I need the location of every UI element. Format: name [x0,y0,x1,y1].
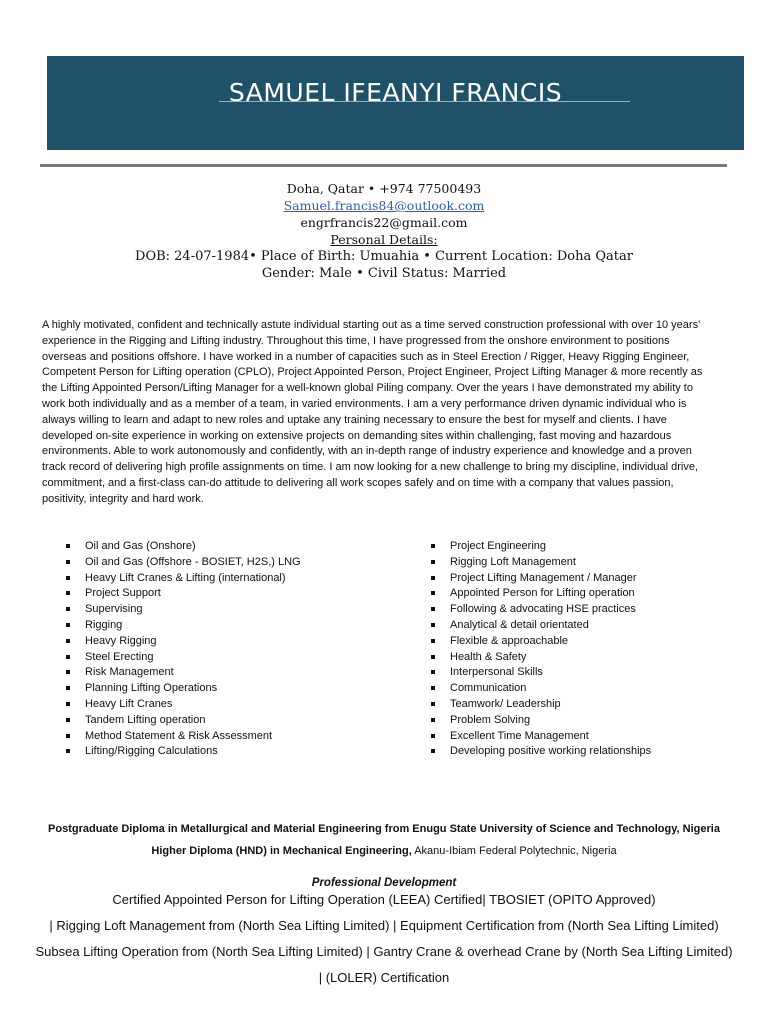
skill-item: Heavy Lift Cranes & Lifting (international) [63,571,301,587]
skill-item: Health & Safety [428,650,651,666]
profile-summary: A highly motivated, confident and technically astute individual starting out as a time served construction professional with over 10 years' experience in the Rigging and Lifting industry. Throughout this time, I have progressed from the onshore environment to positions overseas and positions offshore. I have worked in a number of capacities such as in Steel Erection / Rigger, Heavy Rigging Engineer, Competent Person for Lifting operation (CPLO), Project Appointed Person, Project Engineer, Project Lifting Manager & more recently as the Lifting Appointed Person/Lifting Manager for a well-known global Piling company. Over the years I have demonstrated my ability to work both individually and as a member of a team, in varied environments. I am a very performance driven dynamic individual who is always willing to learn and adapt to new roles and uptake any training necessary to ensure the best for myself and clients. I have developed on-site experience in working on extensive projects on demanding sites within challenging, fast moving and hazardous environments. Able to work autonomously and confidently, with an in-depth range of industry experience and knowledge and a proven track record of delivering high profile assignments on time. I am now looking for a new challenge to bring my discipline, individual drive, commitment, and a first-class can-do attitude to delivering all work scopes safely and on time with a company that values passion, positivity, integrity and hard work. [42,319,703,505]
education-hnd [0,845,768,857]
skill-item: Excellent Time Management [428,729,651,745]
professional-development-line: Certified Appointed Person for Lifting Operation (LEEA) Certified| TBOSIET (OPITO Approved) [112,892,656,907]
dob-line: DOB: 24-07-1984• Place of Birth: Umuahia • Current Location: Doha Qatar [135,249,633,264]
skill-item: Communication [428,681,651,697]
skill-item: Heavy Lift Cranes [63,697,301,713]
education-postgrad: Postgraduate Diploma in Metallurgical and Material Engineering from Enugu State University of Science and Technology, Nigeria [48,823,720,835]
skill-item: Lifting/Rigging Calculations [63,744,301,760]
skill-item: Interpersonal Skills [428,665,651,681]
skill-item: Problem Solving [428,713,651,729]
gender-line: Gender: Male • Civil Status: Married [261,266,507,281]
professional-development-line: Subsea Lifting Operation from (North Sea Lifting Limited) | Gantry Crane & overhead Crane by (North Sea Lifting Limited) [35,944,733,959]
contact-block [0,180,768,282]
skill-item: Appointed Person for Lifting operation [428,586,651,602]
skill-item: Method Statement & Risk Assessment [63,729,301,745]
skill-item: Supervising [63,602,301,618]
skill-item: Heavy Rigging [63,634,301,650]
personal-details-heading: Personal Details: [330,232,438,247]
skill-item: Analytical & detail orientated [428,618,651,634]
hnd-institution: Akanu-Ibiam Federal Polytechnic, Nigeria [411,845,617,857]
skill-item: Following & advocating HSE practices [428,602,651,618]
skills-list-right [428,539,651,760]
skills-list-left [63,539,301,760]
email-secondary: engrfrancis22@gmail.com [300,215,468,230]
professional-development-title: Professional Development [311,877,457,889]
professional-development-line: | (LOLER) Certification [318,970,450,985]
email-primary-link[interactable]: Samuel.francis84@outlook.com [283,198,485,213]
name-banner [47,56,744,150]
skill-item: Planning Lifting Operations [63,681,301,697]
skill-item: Teamwork/ Leadership [428,697,651,713]
skill-item: Risk Management [63,665,301,681]
skill-item: Oil and Gas (Onshore) [63,539,301,555]
skill-item: Project Support [63,586,301,602]
skill-item: Steel Erecting [63,650,301,666]
skill-item: Developing positive working relationships [428,744,651,760]
professional-development-line: | Rigging Loft Management from (North Sea Lifting Limited) | Equipment Certification from (North Sea Lifting Limited) [49,918,719,933]
skill-item: Project Lifting Management / Manager [428,571,651,587]
skill-item: Tandem Lifting operation [63,713,301,729]
header-divider [40,164,727,167]
location-phone: Doha, Qatar • +974 77500493 [286,181,482,196]
skill-item: Rigging Loft Management [428,555,651,571]
candidate-name: SAMUEL IFEANYI FRANCIS [228,78,563,107]
skill-item: Rigging [63,618,301,634]
hnd-title: Higher Diploma (HND) in Mechanical Engineering, [151,845,412,857]
skill-item: Project Engineering [428,539,651,555]
skill-item: Oil and Gas (Offshore - BOSIET, H2S,) LNG [63,555,301,571]
skill-item: Flexible & approachable [428,634,651,650]
